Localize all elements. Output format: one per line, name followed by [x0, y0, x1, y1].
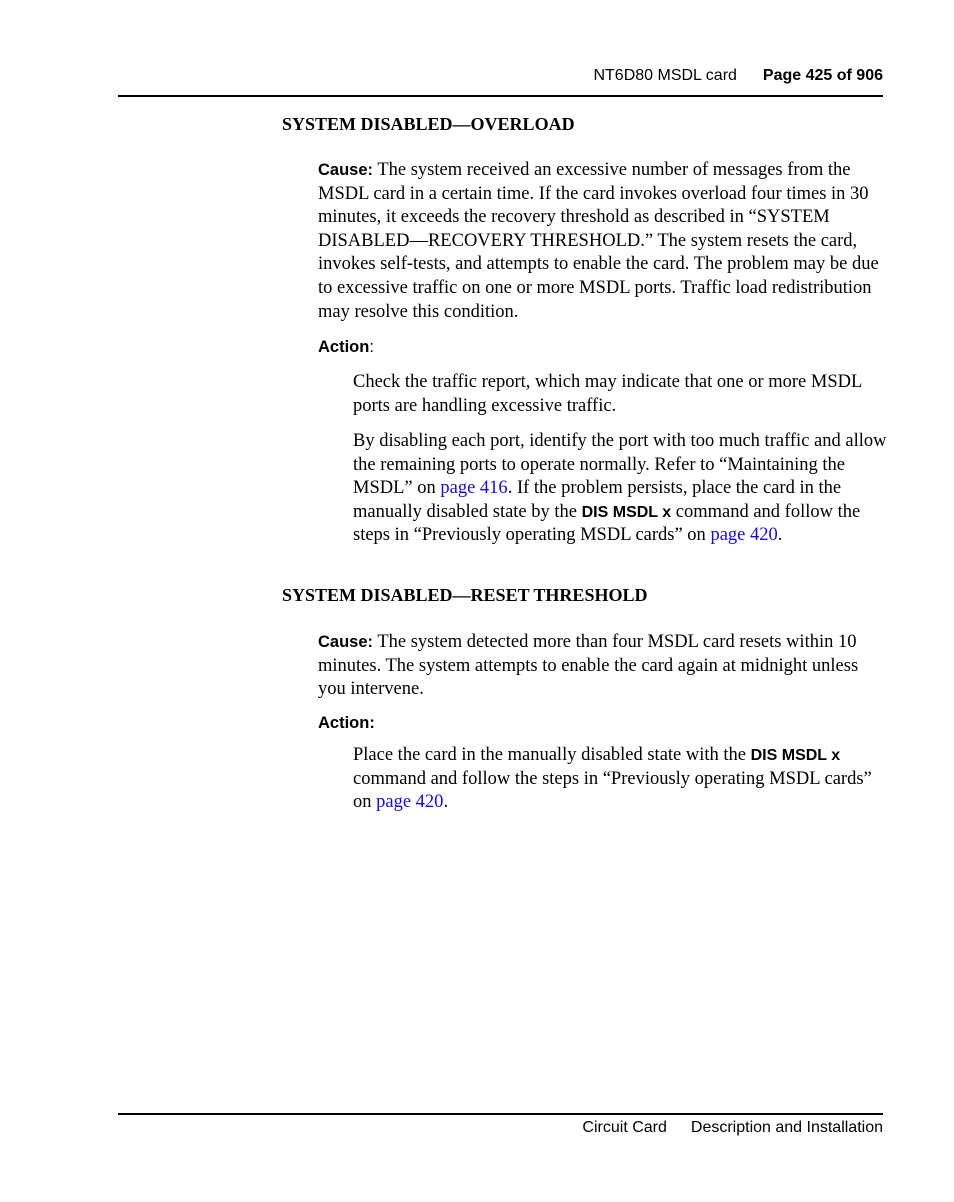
command-dis-msdl: DIS MSDL x	[581, 503, 672, 521]
cause-text: The system received an excessive number of messages from the MSDL card in a certain time. If the card invokes overload four times in 30 minutes, it exceeds the recovery threshold as described in “SYSTEM DISABLED—RECOVERY THRESHOLD.” The system resets the card, invokes self-tests, and attempts to enable the card. The problem may be due to excessive traffic on one or more MSDL ports. Traffic load redistribution may resolve this condition.	[318, 160, 879, 322]
page-header	[593, 66, 883, 86]
header-rule	[118, 95, 883, 97]
cause-label: Cause:	[318, 161, 374, 179]
action-step-traffic-report: Check the traffic report, which may indicate that one or more MSDL ports are handling excessive traffic.	[353, 372, 862, 416]
footer-book: Circuit Card	[582, 1119, 667, 1136]
command-dis-msdl: DIS MSDL x	[750, 747, 841, 764]
page-420-link[interactable]: page 420	[710, 525, 778, 546]
cause-paragraph-reset	[318, 631, 888, 702]
action-label-reset: Action:	[318, 714, 375, 732]
action-step-manual-disable: Place the card in the manually disabled state with the DIS MSDL x command and follow the steps in “Previously operating MSDL cards” on page 420.	[353, 745, 872, 813]
doc-title: NT6D80 MSDL card	[593, 67, 737, 84]
cause-label: Cause:	[318, 633, 374, 651]
action-label-overload: Action:	[318, 338, 374, 356]
page-footer	[582, 1118, 883, 1138]
section-heading-reset-threshold: SYSTEM DISABLED—RESET THRESHOLD	[282, 585, 648, 605]
footer-rule	[118, 1113, 883, 1115]
action-step-disable-ports: By disabling each port, identify the port with too much traffic and allow the remaining ports to operate normally. Refer to “Maintaining the MSDL” on page 416. If the problem persists, place the card in the manually disabled state by the DIS MSDL x command and follow the steps in “Previously operating MSDL cards” on page 420.	[353, 431, 887, 546]
page-420-link[interactable]: page 420	[376, 792, 444, 813]
cause-paragraph-overload	[318, 159, 888, 324]
page-416-link[interactable]: page 416	[440, 478, 508, 499]
page-number: Page 425 of 906	[762, 67, 883, 84]
section-heading-overload: SYSTEM DISABLED—OVERLOAD	[282, 114, 575, 134]
cause-text: The system detected more than four MSDL card resets within 10 minutes. The system attempts to enable the card again at midnight unless you intervene.	[318, 632, 859, 700]
footer-subtitle: Description and Installation	[690, 1119, 883, 1136]
